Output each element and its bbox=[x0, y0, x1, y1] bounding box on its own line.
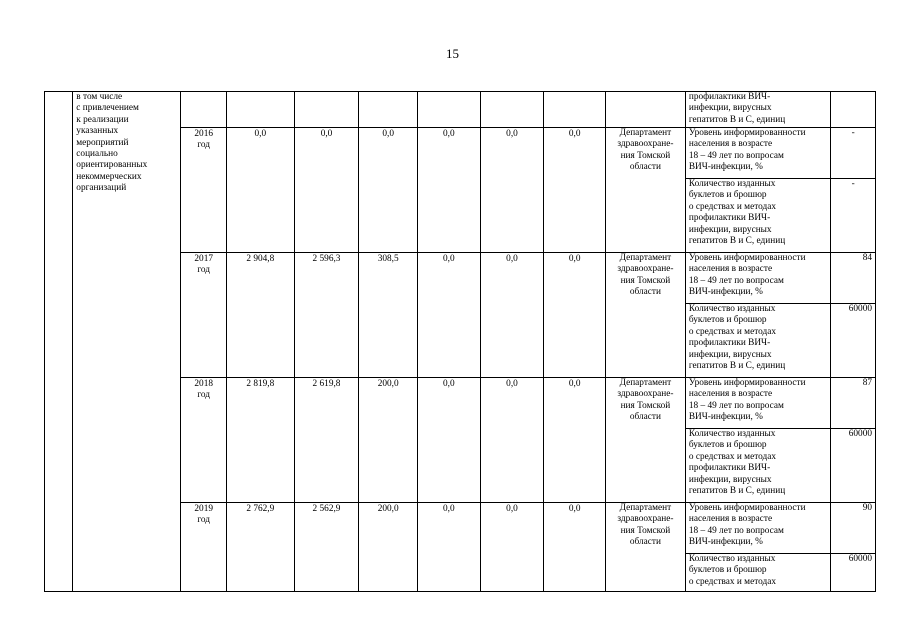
indicator-value: 87 bbox=[831, 378, 876, 429]
total-cell: 2 762,9 bbox=[226, 503, 294, 592]
amount-cell: 200,0 bbox=[359, 503, 418, 592]
department-cell: Департамент здравоохране- ния Томской области bbox=[605, 503, 685, 592]
amount-cell: 0,0 bbox=[417, 378, 480, 503]
amount-cell: 0,0 bbox=[480, 253, 544, 378]
indicator-continuation: профилактики ВИЧ- инфекции, вирусных гепатитов В и С, единиц bbox=[685, 92, 831, 128]
amount-cell: 0,0 bbox=[544, 378, 606, 503]
indicator-cell: Количество изданных буклетов и брошюр о средствах и методах профилактики ВИЧ- инфекции, вирусных гепатитов В и С, единиц bbox=[685, 179, 831, 253]
amount-cell: 0,0 bbox=[544, 128, 606, 253]
department-cell: Департамент здравоохране- ния Томской области bbox=[605, 128, 685, 253]
amount-cell: 0,0 bbox=[417, 503, 480, 592]
amount-cell: 0,0 bbox=[544, 503, 606, 592]
indicator-cell: Количество изданных буклетов и брошюр о средствах и методах профилактики ВИЧ- инфекции, вирусных гепатитов В и С, единиц bbox=[685, 304, 831, 378]
indicator-cell: Уровень информированности населения в возрасте 18 – 49 лет по вопросам ВИЧ-инфекции, % bbox=[685, 253, 831, 304]
amount-cell: 0,0 bbox=[480, 378, 544, 503]
amount-cell: 2 562,9 bbox=[294, 503, 359, 592]
indicator-cell: Количество изданных буклетов и брошюр о средствах и методах bbox=[685, 554, 831, 592]
year-cell: 2018 год bbox=[181, 378, 226, 503]
indicator-value: 90 bbox=[831, 503, 876, 554]
total-cell: 2 904,8 bbox=[226, 253, 294, 378]
indicator-value: 84 bbox=[831, 253, 876, 304]
indicator-value: 60000 bbox=[831, 554, 876, 592]
amount-cell: 0,0 bbox=[544, 253, 606, 378]
indicator-cell: Уровень информированности населения в возрасте 18 – 49 лет по вопросам ВИЧ-инфекции, % bbox=[685, 128, 831, 179]
table-row-continuation bbox=[45, 92, 876, 128]
indicator-cell: Количество изданных буклетов и брошюр о средствах и методах профилактики ВИЧ- инфекции, вирусных гепатитов В и С, единиц bbox=[685, 429, 831, 503]
amount-cell: 2 619,8 bbox=[294, 378, 359, 503]
total-cell: 0,0 bbox=[226, 128, 294, 253]
amount-cell: 0,0 bbox=[417, 128, 480, 253]
department-cell: Департамент здравоохране- ния Томской области bbox=[605, 378, 685, 503]
indicator-value: 60000 bbox=[831, 429, 876, 503]
year-cell: 2016 год bbox=[181, 128, 226, 253]
amount-cell: 308,5 bbox=[359, 253, 418, 378]
page-number: 15 bbox=[446, 46, 459, 61]
department-cell: Департамент здравоохране- ния Томской области bbox=[605, 253, 685, 378]
description-cell: в том числе с привлечением к реализации указанных мероприятий социально ориентированных некоммерческих организаций bbox=[73, 92, 181, 592]
amount-cell: 0,0 bbox=[480, 128, 544, 253]
year-cell: 2017 год bbox=[181, 253, 226, 378]
number-cell bbox=[45, 92, 73, 592]
program-table bbox=[44, 91, 876, 592]
amount-cell: 0,0 bbox=[359, 128, 418, 253]
amount-cell: 2 596,3 bbox=[294, 253, 359, 378]
amount-cell: 0,0 bbox=[417, 253, 480, 378]
amount-cell: 0,0 bbox=[294, 128, 359, 253]
indicator-value: 60000 bbox=[831, 304, 876, 378]
amount-cell: 0,0 bbox=[480, 503, 544, 592]
indicator-value: - bbox=[831, 179, 876, 253]
indicator-cell: Уровень информированности населения в возрасте 18 – 49 лет по вопросам ВИЧ-инфекции, % bbox=[685, 378, 831, 429]
amount-cell: 200,0 bbox=[359, 378, 418, 503]
indicator-cell: Уровень информированности населения в возрасте 18 – 49 лет по вопросам ВИЧ-инфекции, % bbox=[685, 503, 831, 554]
table-body bbox=[45, 92, 876, 592]
year-cell: 2019 год bbox=[181, 503, 226, 592]
total-cell: 2 819,8 bbox=[226, 378, 294, 503]
indicator-value: - bbox=[831, 128, 876, 179]
